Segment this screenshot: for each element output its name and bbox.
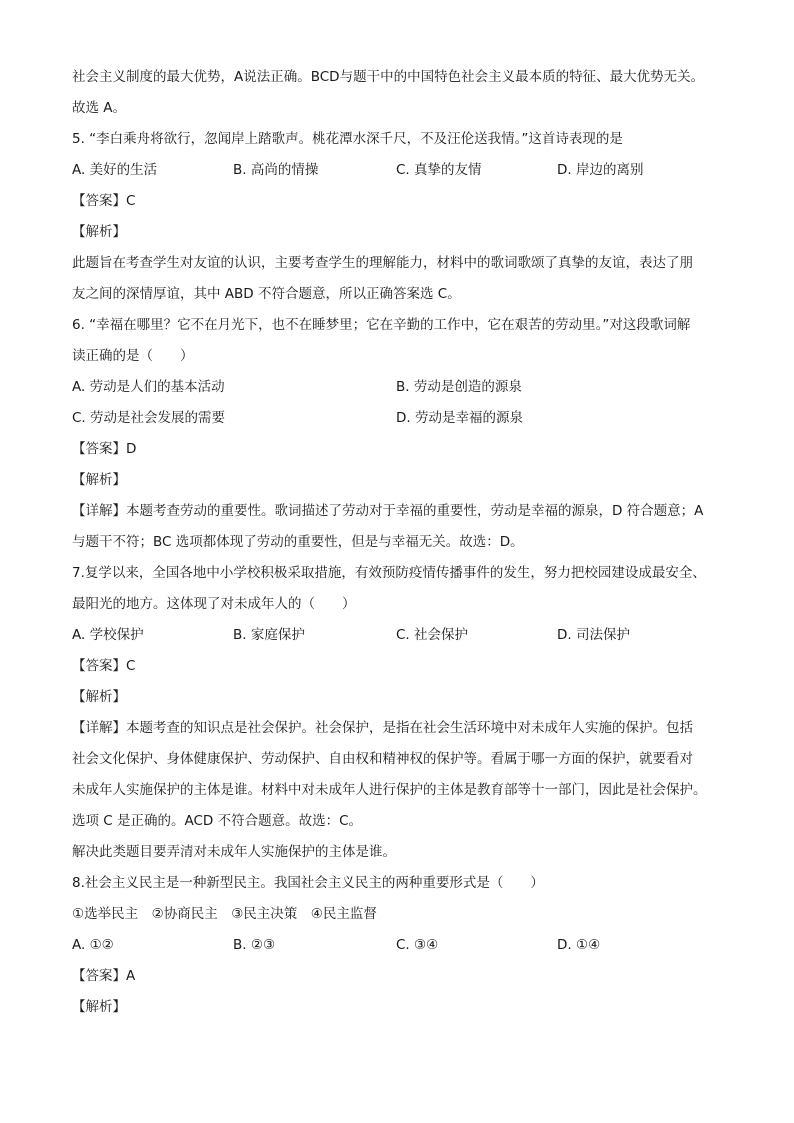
question-6-stem: 6. “幸福在哪里？它不在月光下，也不在睡梦里；它在辛勤的工作中，它在艰苦的劳动里。”对这段歌词解 bbox=[72, 317, 691, 333]
question-5-options bbox=[72, 155, 722, 186]
option-a: A. 学校保护 bbox=[72, 627, 144, 643]
question-8-answer: 【答案】A bbox=[72, 968, 136, 984]
document-page bbox=[72, 62, 722, 1023]
question-8-options bbox=[72, 930, 722, 961]
question-8-stem: 8.社会主义民主是一种新型民主。我国社会主义民主的两种重要形式是（ ） bbox=[72, 875, 544, 891]
analysis-line: 【详解】本题考查的知识点是社会保护。社会保护，是指在社会生活环境中对未成年人实施的保护。包括 bbox=[72, 720, 693, 736]
option-c: C. ③④ bbox=[396, 937, 439, 953]
question-6-answer: 【答案】D bbox=[72, 441, 137, 457]
question-8-analysis-label: 【解析】 bbox=[72, 999, 126, 1015]
analysis-line: 未成年人实施保护的主体是谁。材料中对未成年人进行保护的主体是教育部等十一部门，因此是社会保护。 bbox=[72, 782, 707, 798]
question-5-stem: 5. “李白乘舟将欲行，忽闻岸上踏歌声。桃花潭水深千尺，不及汪伦送我情。”这首诗表现的是 bbox=[72, 131, 623, 147]
question-8-items: ①选举民主 ②协商民主 ③民主决策 ④民主监督 bbox=[72, 906, 377, 922]
question-6-options-row bbox=[72, 403, 722, 434]
question-7-analysis-label: 【解析】 bbox=[72, 689, 126, 705]
option-d: D. 司法保护 bbox=[557, 627, 630, 643]
question-7-stem: 7.复学以来，全国各地中小学校积极采取措施，有效预防疫情传播事件的发生，努力把校园建设成最安全、 bbox=[72, 565, 706, 581]
question-5-answer: 【答案】C bbox=[72, 193, 136, 209]
option-b: B. 家庭保护 bbox=[233, 627, 305, 643]
text-line: 故选 A。 bbox=[72, 100, 127, 116]
option-a: A. ①② bbox=[72, 937, 114, 953]
analysis-line: 社会文化保护、身体健康保护、劳动保护、自由权和精神权的保护等。看属于哪一方面的保护，就要看对 bbox=[72, 751, 693, 767]
analysis-line: 与题干不符；BC 选项都体现了劳动的重要性，但是与幸福无关。故选：D。 bbox=[72, 534, 524, 550]
option-d: D. ①④ bbox=[557, 937, 601, 953]
option-c: C. 劳动是社会发展的需要 bbox=[72, 410, 226, 426]
option-d: D. 岸边的离别 bbox=[557, 162, 644, 178]
option-b: B. 高尚的情操 bbox=[233, 162, 319, 178]
question-6-stem: 读正确的是（ ） bbox=[72, 348, 194, 364]
option-c: C. 真挚的友情 bbox=[396, 162, 482, 178]
option-d: D. 劳动是幸福的源泉 bbox=[396, 410, 523, 426]
question-7-stem: 最阳光的地方。这体现了对未成年人的（ ） bbox=[72, 596, 356, 612]
analysis-line: 解决此类题目要弄清对未成年人实施保护的主体是谁。 bbox=[72, 844, 396, 860]
question-6-options-row bbox=[72, 372, 722, 403]
option-b: B. ②③ bbox=[233, 937, 276, 953]
question-7-options bbox=[72, 620, 722, 651]
text-line: 社会主义制度的最大优势，A说法正确。BCD与题干中的中国特色社会主义最本质的特征、最大优势无关。 bbox=[72, 69, 705, 85]
option-c: C. 社会保护 bbox=[396, 627, 469, 643]
analysis-line: 【详解】本题考查劳动的重要性。歌词描述了劳动对于幸福的重要性，劳动是幸福的源泉，D 符合题意；A bbox=[72, 503, 704, 519]
analysis-line: 选项 C 是正确的。ACD 不符合题意。故选：C。 bbox=[72, 813, 363, 829]
analysis-line: 友之间的深情厚谊，其中 ABD 不符合题意，所以正确答案选 C。 bbox=[72, 286, 461, 302]
option-a: A. 美好的生活 bbox=[72, 162, 158, 178]
option-a: A. 劳动是人们的基本活动 bbox=[72, 379, 225, 395]
question-6-analysis-label: 【解析】 bbox=[72, 472, 126, 488]
analysis-line: 此题旨在考查学生对友谊的认识，主要考查学生的理解能力，材料中的歌词歌颂了真挚的友谊，表达了朋 bbox=[72, 255, 693, 271]
question-7-answer: 【答案】C bbox=[72, 658, 136, 674]
option-b: B. 劳动是创造的源泉 bbox=[396, 379, 522, 395]
question-5-analysis-label: 【解析】 bbox=[72, 224, 126, 240]
